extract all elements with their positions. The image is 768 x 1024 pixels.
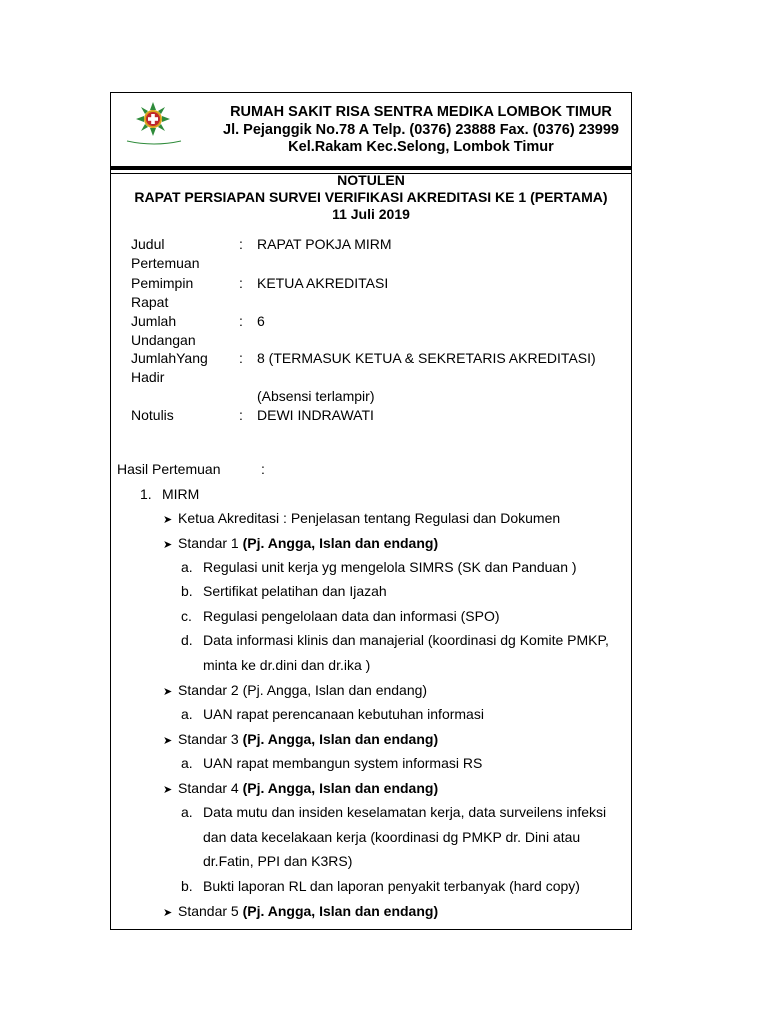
meta-label-jumlah-2: Undangan — [131, 332, 196, 348]
arrow-bullet-icon: ➤ — [163, 907, 173, 919]
bullet-standar-2 — [163, 681, 427, 702]
list-item-mirm: MIRM — [162, 486, 200, 502]
hospital-address: Jl. Pejanggik No.78 A Telp. (0376) 23888 Fax. (0376) 23999 — [223, 122, 619, 138]
sub-item: UAN rapat perencanaan kebutuhan informasi — [203, 706, 484, 722]
sub-item: Regulasi pengelolaan data dan informasi (SPO) — [203, 608, 500, 624]
bullet-standar-3 — [163, 730, 438, 751]
bullet-standar-1 — [163, 534, 438, 555]
sub-marker: d. — [181, 632, 193, 648]
sub-marker: a. — [181, 706, 193, 722]
meta-label-pemimpin-2: Rapat — [131, 294, 169, 310]
bullet-standar-4 — [163, 779, 438, 800]
arrow-bullet-icon: ➤ — [163, 514, 173, 526]
meta-label-jumlah: Jumlah — [131, 313, 177, 329]
sub-item: Data mutu dan insiden keselamatan kerja, data surveilens infeksi — [203, 804, 607, 820]
bullet-pj: (Pj. Angga, Islan dan endang) — [242, 731, 439, 747]
doc-title: NOTULEN — [337, 172, 405, 188]
arrow-bullet-icon: ➤ — [163, 686, 173, 698]
bullet-text: Ketua Akreditasi : Penjelasan tentang Regulasi dan Dokumen — [178, 510, 561, 526]
meeting-date: 11 Juli 2019 — [332, 206, 410, 222]
meta-value-jumlah: 6 — [257, 313, 265, 329]
sub-item: UAN rapat membangun system informasi RS — [203, 755, 483, 771]
meta-colon: : — [239, 407, 243, 423]
sub-item: Sertifikat pelatihan dan Ijazah — [203, 583, 387, 599]
meta-colon: : — [239, 350, 243, 366]
hospital-district: Kel.Rakam Kec.Selong, Lombok Timur — [288, 139, 554, 155]
meta-colon: : — [239, 236, 243, 252]
bullet-text: Standar 5 — [178, 903, 243, 919]
sub-item: Data informasi klinis dan manajerial (koordinasi dg Komite PMKP, — [203, 632, 609, 648]
sub-marker: b. — [181, 878, 193, 894]
header-divider-thick — [111, 166, 631, 170]
list-number: 1. — [140, 486, 152, 502]
document-frame — [110, 92, 632, 930]
meta-value-notulis: DEWI INDRAWATI — [257, 407, 374, 423]
sub-item-continued: dr.Fatin, PPI dan K3RS) — [203, 853, 353, 869]
meta-colon: : — [239, 313, 243, 329]
sub-marker: b. — [181, 583, 193, 599]
bullet-text: Standar 2 (Pj. Angga, Islan dan endang) — [178, 682, 428, 698]
meeting-title: RAPAT PERSIAPAN SURVEI VERIFIKASI AKREDITASI KE 1 (PERTAMA) — [134, 189, 608, 205]
bullet-standar-5 — [163, 902, 438, 923]
meta-colon: : — [239, 275, 243, 291]
meta-value-judul: RAPAT POKJA MIRM — [257, 236, 392, 252]
meta-label-judul: Judul — [131, 236, 165, 252]
meta-label-hadir-2: Hadir — [131, 369, 165, 385]
bullet-pj: (Pj. Angga, Islan dan endang) — [242, 903, 439, 919]
meta-label-pemimpin: Pemimpin — [131, 275, 194, 291]
sub-item: Bukti laporan RL dan laporan penyakit terbanyak (hard copy) — [203, 878, 580, 894]
arrow-bullet-icon: ➤ — [163, 784, 173, 796]
bullet-text: Standar 1 — [178, 535, 243, 551]
arrow-bullet-icon: ➤ — [163, 735, 173, 747]
bullet-pj: (Pj. Angga, Islan dan endang) — [242, 535, 439, 551]
sub-marker: c. — [181, 608, 192, 624]
bullet-text: Standar 4 — [178, 780, 243, 796]
sub-marker: a. — [181, 755, 193, 771]
sub-marker: a. — [181, 559, 193, 575]
meta-note-absensi: (Absensi terlampir) — [257, 388, 375, 404]
sub-item: Regulasi unit kerja yg mengelola SIMRS (SK dan Panduan ) — [203, 559, 577, 575]
meta-value-pemimpin: KETUA AKREDITASI — [257, 275, 389, 291]
sub-marker: a. — [181, 804, 193, 820]
meta-value-hadir: 8 (TERMASUK KETUA & SEKRETARIS AKREDITASI) — [257, 350, 596, 366]
bullet-text: Standar 3 — [178, 731, 243, 747]
letterhead — [111, 93, 631, 166]
meta-label-notulis: Notulis — [131, 407, 174, 423]
sub-item-continued: dan data kecelakaan kerja (koordinasi dg PMKP dr. Dini atau — [203, 829, 581, 845]
meta-label-hadir: JumlahYang — [131, 350, 208, 366]
sub-item-continued: minta ke dr.dini dan dr.ika ) — [203, 657, 371, 673]
meta-label-judul-2: Pertemuan — [131, 255, 200, 271]
hasil-colon: : — [261, 461, 265, 477]
bullet-pj: (Pj. Angga, Islan dan endang) — [242, 780, 439, 796]
bullet-ketua — [163, 509, 560, 530]
hospital-name: RUMAH SAKIT RISA SENTRA MEDIKA LOMBOK TIMUR — [230, 104, 612, 120]
hasil-label: Hasil Pertemuan — [117, 461, 221, 477]
arrow-bullet-icon: ➤ — [163, 539, 173, 551]
